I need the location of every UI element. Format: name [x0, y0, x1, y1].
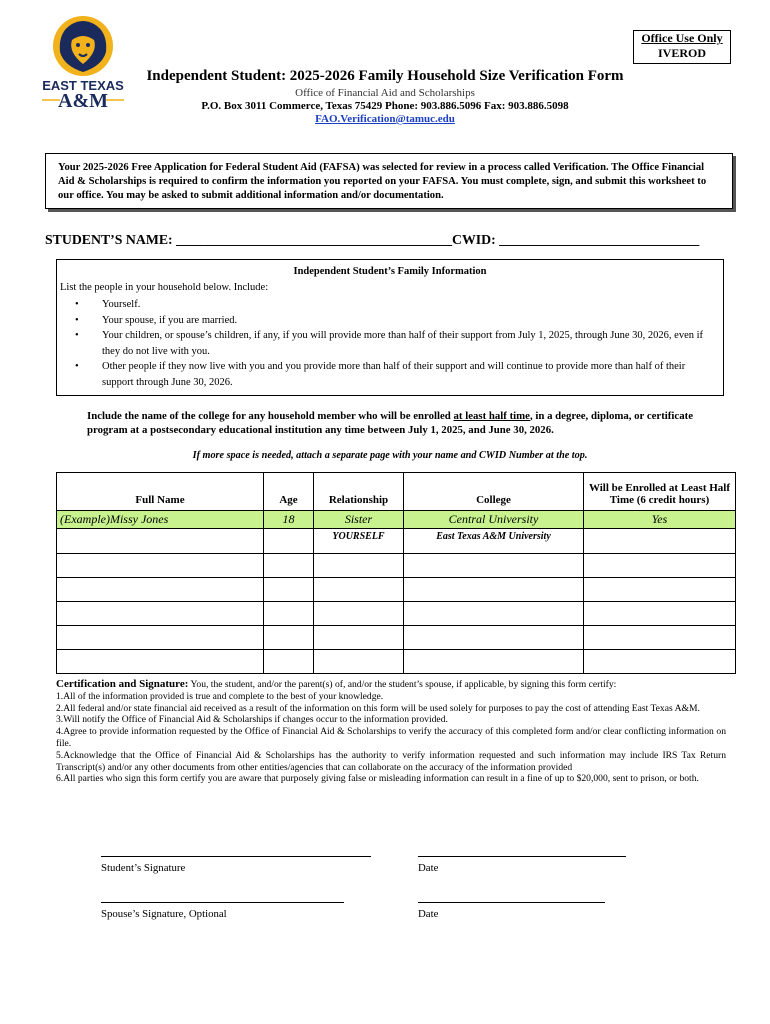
header-full-name: Full Name: [57, 473, 264, 511]
certification-section: [56, 679, 726, 785]
certification-item: 3.Will notify the Office of Financial Aid & Scholarships if changes occur to the information provided.: [56, 714, 448, 726]
form-title: Independent Student: 2025-2026 Family Household Size Verification Form: [146, 68, 624, 84]
table-row[interactable]: [57, 650, 736, 674]
office-use-label: Office Use Only: [641, 31, 723, 45]
certification-heading: Certification and Signature:: [56, 678, 189, 690]
college-note-part2: , in a degree, diploma, or certificate program at a postsecondary educational institution any time between July 1, 2025, and June 30, 2026.: [87, 410, 693, 436]
yourself-age-cell[interactable]: [264, 529, 314, 554]
date-line-1[interactable]: [418, 856, 626, 857]
header-age: Age: [264, 473, 314, 511]
header-college: College: [404, 473, 584, 511]
certification-item: 1.All of the information provided is true and complete to the best of your knowledge.: [56, 690, 384, 702]
certification-intro: You, the student, and/or the parent(s) of, and/or the student’s spouse, if applicable, by signing this form certify:: [188, 679, 617, 690]
table-header-row: [57, 473, 736, 511]
table-row[interactable]: [57, 626, 736, 650]
college-note-underlined: at least half time: [453, 410, 530, 422]
certification-item: 4.Agree to provide information requested by the Office of Financial Aid & Scholarships to verify the accuracy of this completed form and/or clear conflicting information on file.: [56, 726, 726, 749]
date-label-1: Date: [418, 862, 439, 874]
office-address: P.O. Box 3011 Commerce, Texas 75429 Phone: 903.886.5096 Fax: 903.886.5098: [201, 100, 569, 112]
example-college: Central University: [404, 511, 584, 529]
table-row-yourself: [57, 529, 736, 554]
verification-notice: Your 2025-2026 Free Application for Federal Student Aid (FAFSA) was selected for review in a process called Verification. The Office Financial Aid & Scholarships is required to confirm the information you reported on your FAFSA. You must complete, sign, and submit this worksheet to our office. You may be asked to submit additional information and/or documentation.: [45, 153, 733, 209]
logo-text-east-texas: EAST TEXAS: [42, 78, 124, 93]
family-info-box: [56, 259, 724, 396]
list-item: • Your spouse, if you are married.: [57, 313, 723, 329]
spouse-signature-label: Spouse’s Signature, Optional: [101, 908, 227, 920]
certification-item: 6.All parties who sign this form certify you are aware that purposely giving false or misleading information can result in a fine of up to $20,000, sent to prison, or both.: [56, 773, 699, 785]
header-relationship: Relationship: [314, 473, 404, 511]
student-signature-line[interactable]: [101, 856, 371, 857]
family-info-list: [57, 297, 723, 390]
date-line-2[interactable]: [418, 902, 605, 903]
yourself-name-cell[interactable]: [57, 529, 264, 554]
household-table: [56, 472, 736, 674]
student-name-label: STUDENT’S NAME:: [45, 232, 177, 247]
yourself-half-time-cell[interactable]: [584, 529, 736, 554]
table-row-example: [57, 511, 736, 529]
list-item: • Other people if they now live with you and you provide more than half of their support and will continue to provide more than half of their support through June 30, 2026.: [57, 359, 723, 390]
office-use-code: IVEROD: [657, 46, 706, 60]
date-label-2: Date: [418, 908, 439, 920]
office-use-box: [633, 30, 731, 64]
student-signature-label: Student’s Signature: [101, 862, 186, 874]
extra-space-note: If more space is needed, attach a separate page with your name and CWID Number at the top.: [192, 450, 588, 461]
table-row[interactable]: [57, 554, 736, 578]
example-half-time: Yes: [584, 511, 736, 529]
lion-logo-icon: [38, 14, 128, 114]
cwid-label: CWID:: [452, 232, 500, 247]
office-email-link[interactable]: FAO.Verification@tamuc.edu: [315, 113, 455, 125]
family-info-heading: Independent Student’s Family Information: [293, 266, 487, 277]
example-relationship: Sister: [314, 511, 404, 529]
list-item: • Yourself.: [57, 297, 723, 313]
college-enrollment-note: [87, 409, 707, 437]
table-row[interactable]: [57, 578, 736, 602]
certification-item: 5.Acknowledge that the Office of Financial Aid & Scholarships has the authority to verify information requested and such information may include IRS Tax Return Transcript(s) and/or any other documents from other entities/agencies that can collaborate on the accuracy of the information provided: [56, 749, 726, 773]
table-row[interactable]: [57, 602, 736, 626]
cwid-field[interactable]: _____________________________: [499, 232, 700, 247]
list-item: • Your children, or spouse’s children, if any, if you will provide more than half of their support from July 1, 2025, through June 30, 2026, even if they do not live with you.: [57, 328, 723, 359]
college-note-part1: Include the name of the college for any household member who will be enrolled: [87, 410, 454, 422]
family-info-intro: List the people in your household below. Include:: [60, 282, 269, 293]
example-age: 18: [264, 511, 314, 529]
certification-item: 2.All federal and/or state financial aid received as a result of the information on this form will be used solely for purposes to pay the cost of attending East Texas A&M.: [56, 702, 700, 714]
logo-text-am: A&M: [58, 90, 108, 112]
university-logo: [38, 14, 128, 114]
student-info-line: [45, 232, 735, 248]
example-name: (Example)Missy Jones: [57, 511, 264, 529]
student-name-field[interactable]: ________________________________________: [176, 232, 453, 247]
spouse-signature-line[interactable]: [101, 902, 344, 903]
yourself-college: East Texas A&M University: [404, 529, 584, 554]
yourself-relationship: YOURSELF: [314, 529, 404, 554]
header-half-time: Will be Enrolled at Least Half Time (6 credit hours): [584, 473, 736, 511]
office-subtitle: Office of Financial Aid and Scholarships: [295, 87, 475, 99]
